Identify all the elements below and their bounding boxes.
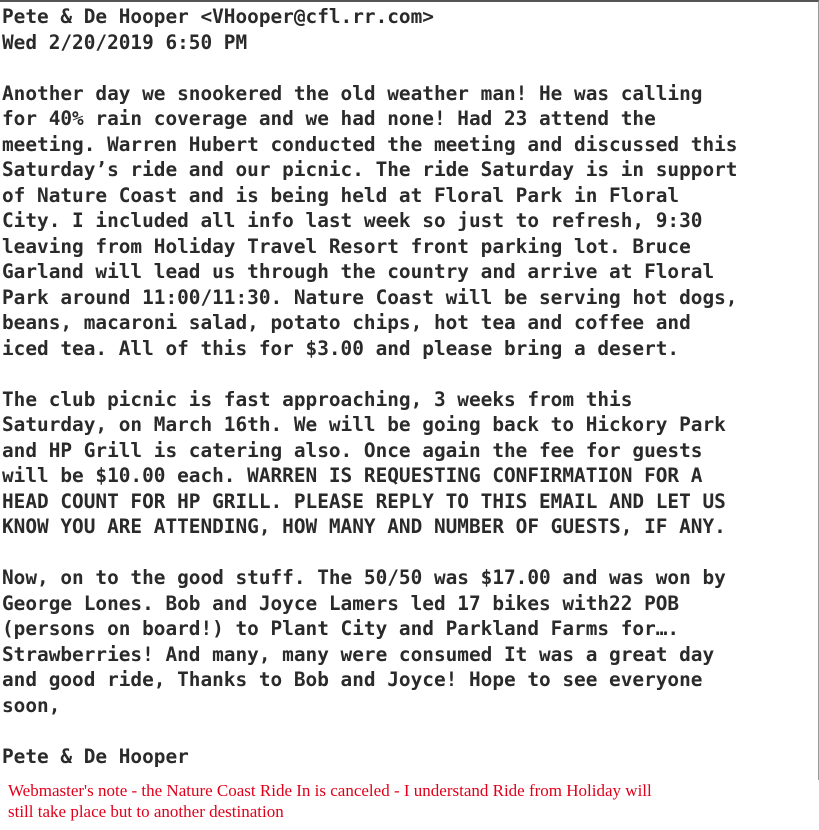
paragraph-1 [2, 81, 814, 362]
email-signature: Pete & De Hooper [2, 744, 189, 768]
text-line: of Nature Coast and is being held at Floral Park in Floral [2, 183, 680, 207]
text-line: City. I included all info last week so just to refresh, 9:30 [2, 209, 703, 232]
text-line: Another day we snookered the old weather man! He was calling [2, 81, 703, 105]
text-line: Garland will lead us through the country and arrive at Floral [2, 260, 715, 283]
spacer [2, 540, 814, 566]
paragraph-2 [2, 387, 814, 540]
text-line: soon, [2, 693, 61, 717]
text-line: The club picnic is fast approaching, 3 weeks from this [2, 387, 633, 411]
text-line: will be $10.00 each. WARREN IS REQUESTING CONFIRMATION FOR A [2, 464, 703, 487]
text-line: beans, macaroni salad, potato chips, hot tea and coffee and [2, 311, 691, 334]
text-line: iced tea. All of this for $3.00 and please bring a desert. [2, 336, 680, 360]
text-line: meeting. Warren Hubert conducted the meeting and discussed this [2, 132, 738, 156]
paragraph-3 [2, 565, 814, 718]
email-body [2, 4, 814, 769]
webmaster-note [8, 780, 808, 822]
webmaster-note-line: still take place but to another destination [8, 802, 284, 821]
spacer [2, 361, 814, 387]
text-line: KNOW YOU ARE ATTENDING, HOW MANY AND NUMBER OF GUESTS, IF ANY. [2, 515, 726, 538]
text-line: Now, on to the good stuff. The 50/50 was $17.00 and was won by [2, 566, 726, 589]
spacer [2, 718, 814, 744]
email-sender: Pete & De Hooper <VHooper@cfl.rr.com> [2, 5, 434, 28]
webmaster-note-line: Webmaster's note - the Nature Coast Ride In is canceled - I understand Ride from Holiday will [8, 781, 652, 800]
text-line: Saturday, on March 16th. We will be going back to Hickory Park [2, 413, 726, 436]
text-line: for 40% rain coverage and we had none! Had 23 attend the [2, 107, 656, 130]
spacer [2, 55, 814, 81]
text-line: Strawberries! And many, many were consumed It was a great day [2, 642, 715, 666]
text-line: Saturday’s ride and our picnic. The ride Saturday is in support [2, 158, 738, 181]
text-line: leaving from Holiday Travel Resort front parking lot. Bruce [2, 234, 691, 258]
text-line: George Lones. Bob and Joyce Lamers led 17 bikes with22 POB [2, 591, 680, 615]
text-line: (persons on board!) to Plant City and Parkland Farms for…. [2, 617, 680, 640]
text-line: and HP Grill is catering also. Once again the fee for guests [2, 438, 703, 462]
email-date: Wed 2/20/2019 6:50 PM [2, 30, 248, 54]
text-line: Park around 11:00/11:30. Nature Coast will be serving hot dogs, [2, 285, 738, 309]
text-line: and good ride, Thanks to Bob and Joyce! Hope to see everyone [2, 668, 703, 691]
text-line: HEAD COUNT FOR HP GRILL. PLEASE REPLY TO THIS EMAIL AND LET US [2, 489, 726, 513]
